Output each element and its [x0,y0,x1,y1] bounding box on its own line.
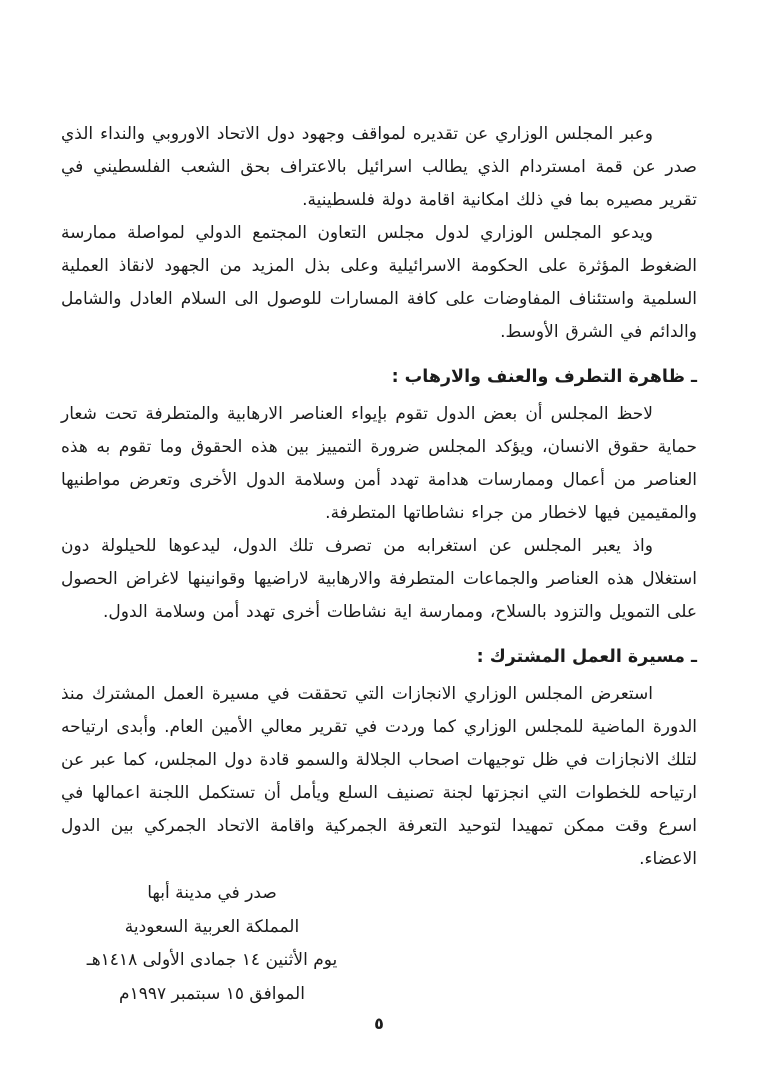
issuance-country: المملكة العربية السعودية [124,916,300,937]
paragraph-harboring-terrorist-elements: لاحظ المجلس أن بعض الدول تقوم بإيواء العناصر الارهابية والمتطرفة تحت شعار حماية حقوق الانسان، ويؤكد المجلس ضرورة التمييز بين هذه الحقوق وما تقوم به هذه العناصر من أعمال وممارسات هدامة تهدد أمن وسلامة الدول الأخرى وتعرض مواطنيها والمقيمين فيها لاخطار من جراء نشاطاتها المتطرفة. [61,404,697,523]
paragraph-call-international-community: ويدعو المجلس الوزاري لدول مجلس التعاون المجتمع الدولي لمواصلة ممارسة الضغوط المؤثرة على الحكومة الاسرائيلية وعلى بذل المزيد من الجهود لانقاذ العملية السلمية واستئناف المفاوضات على كافة المسارات للوصول الى السلام العادل والشامل والدائم في الشرق الأوسط. [61,223,697,342]
issuance-date-hijri: يوم الأثنين ١٤ جمادى الأولى ١٤١٨هـ [86,950,338,970]
paragraph-eu-positions-amsterdam-summit: وعبر المجلس الوزاري عن تقديره لمواقف وجهود دول الاتحاد الاوروبي والنداء الذي صدر عن قمة امستردام الذي يطالب اسرائيل بالاعتراف بحق الشعب الفلسطيني في تقرير مصيره بما في ذلك امكانية اقامة دولة فلسطينية. [61,124,697,210]
issuance-date-gregorian: الموافق ١٥ سبتمبر ١٩٩٧م [119,983,305,1004]
heading-extremism-violence-terrorism: ـ ظاهرة التطرف والعنف والارهاب : [391,367,697,387]
document-content [61,118,697,1011]
page-number: ٥ [374,1014,384,1033]
issuance-block [62,877,362,1011]
paragraph-astonishment-at-states-conduct: واذ يعبر المجلس عن استغرابه من تصرف تلك الدول، ليدعوها للحيلولة دون استغلال هذه العناصر والجماعات المتطرفة والارهابية لاراضيها وقوانينها لاغراض الحصول على التمويل والتزود بالسلاح، وممارسة اية نشاطات أخرى تهدد أمن وسلامة الدول. [61,536,697,622]
paragraph-joint-action-achievements: استعرض المجلس الوزاري الانجازات التي تحققت في مسيرة العمل المشترك منذ الدورة الماضية للمجلس الوزاري كما وردت في تقرير معالي الأمين العام. وأبدى ارتياحه لتلك الانجازات في ظل توجيهات اصحاب الجلالة والسمو قادة دول المجلس، كما عبر عن ارتياحه للخطوات التي انجزتها لجنة تصنيف السلع ويأمل أن تستكمل اللجنة اعمالها في اسرع وقت ممكن تمهيدا لتوحيد التعرفة الجمركية واقامة الاتحاد الجمركي بين الدول الاعضاء. [61,684,697,869]
heading-joint-action-march: ـ مسيرة العمل المشترك : [476,647,697,667]
issuance-place: صدر في مدينة أبها [147,883,277,903]
